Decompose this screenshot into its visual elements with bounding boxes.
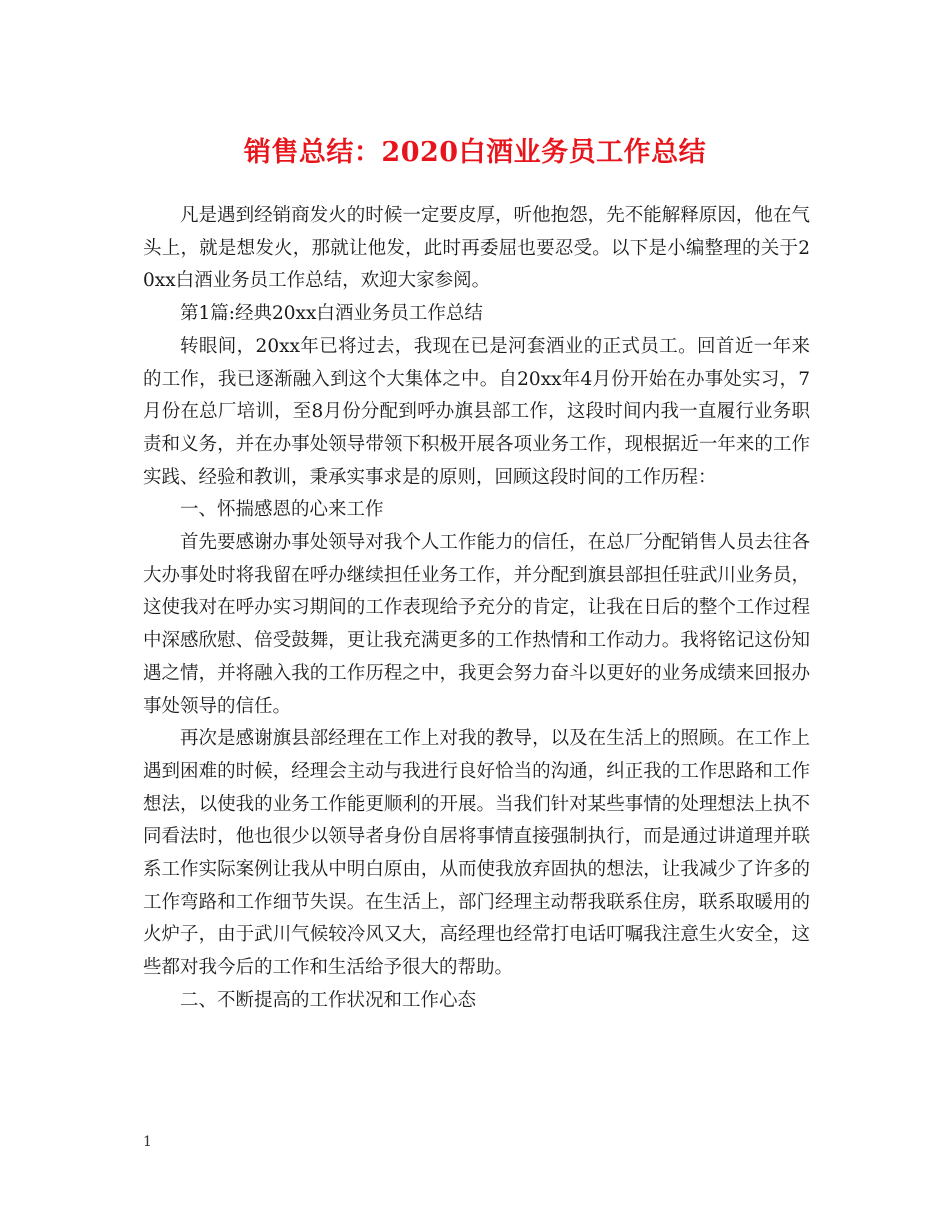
subheading-gratitude: 一、怀揣感恩的心来工作 [180,499,384,521]
document-body [143,200,810,1018]
body-paragraph: 转眼间，20xx年已将过去，我现在已是河套酒业的正式员工。回首近一年来的工作，我已逐渐融入到这个大集体之中。自20xx年4月份开始在办事处实习，7月份在总厂培训，至8月份分配到呼办旗县部工作，这段时间内我一直履行业务职责和义务，并在办事处领导带领下积极开展各项业务工作，现根据近一年来的工作实践、经验和教训，秉承实事求是的原则，回顾这段时间的工作历程： [143,335,810,488]
page-number: 1 [143,1134,152,1150]
document-title: 销售总结：2020白酒业务员工作总结 [243,137,707,168]
intro-paragraph: 凡是遇到经销商发火的时候一定要皮厚，听他抱怨，先不能解释原因，他在气头上，就是想发火，那就让他发，此时再委屈也要忍受。以下是小编整理的关于20xx白酒业务员工作总结，欢迎大家参阅。 [143,205,810,292]
section-heading-part-1: 第1篇:经典20xx白酒业务员工作总结 [180,303,483,325]
body-paragraph: 再次是感谢旗县部经理在工作上对我的教导，以及在生活上的照顾。在工作上遇到困难的时候，经理会主动与我进行良好恰当的沟通，纠正我的工作思路和工作想法，以使我的业务工作能更顺利的开展。当我们针对某些事情的处理想法上执不同看法时，他也很少以领导者身份自居将事情直接强制执行，而是通过讲道理并联系工作实际案例让我从中明白原由，从而使我放弃固执的想法，让我减少了许多的工作弯路和工作细节失误。在生活上，部门经理主动帮我联系住房，联系取暖用的火炉子，由于武川气候较冷风又大，高经理也经常打电话叮嘱我注意生火安全，这些都对我今后的工作和生活给予很大的帮助。 [143,728,810,979]
body-paragraph: 首先要感谢办事处领导对我个人工作能力的信任，在总厂分配销售人员去往各大办事处时将我留在呼办继续担任业务工作，并分配到旗县部担任驻武川业务员，这使我对在呼办实习期间的工作表现给予充分的肯定，让我在日后的整个工作过程中深感欣慰、倍受鼓舞，更让我充满更多的工作热情和工作动力。我将铭记这份知遇之情，并将融入我的工作历程之中，我更会努力奋斗以更好的业务成绩来回报办事处领导的信任。 [143,532,810,717]
subheading-improvement: 二、不断提高的工作状况和工作心态 [180,989,477,1011]
